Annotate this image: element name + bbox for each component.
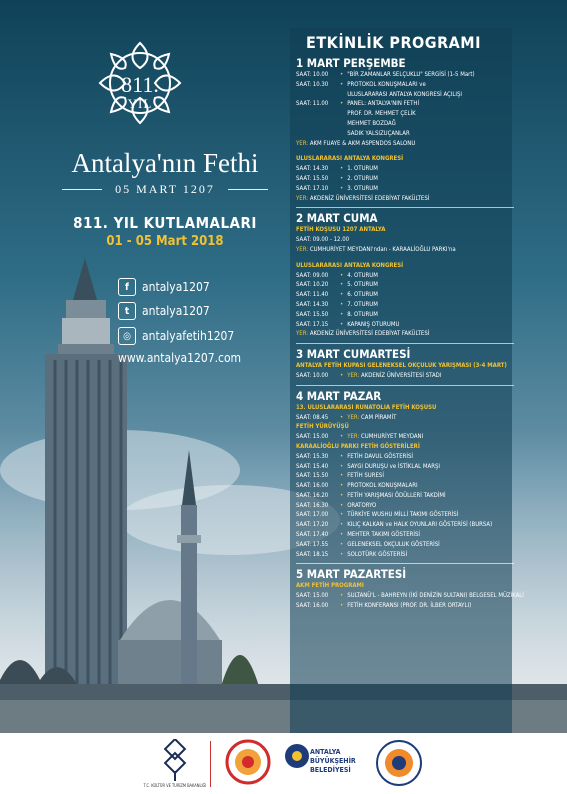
municipality-logo-icon bbox=[284, 743, 310, 781]
section-heading: ULUSLARARASI ANTALYA KONGRESİ bbox=[296, 261, 404, 269]
day-heading: 3 MART CUMARTESİ bbox=[296, 347, 411, 362]
divider bbox=[296, 563, 514, 564]
divider bbox=[296, 385, 514, 386]
day-heading: 5 MART PAZARTESİ bbox=[296, 567, 407, 582]
ministry-name: T.C. KÜLTÜR VE TURİZM BAKANLIĞI bbox=[143, 783, 207, 788]
program-line: SAAT: 14.30 • 7. OTURUM bbox=[296, 300, 378, 308]
program-venue: YER: AKM FUAYE & AKM ASPENDOS SALONU bbox=[296, 139, 416, 147]
program-line: SAAT: 10.00 • YER: AKDENİZ ÜNİVERSİTESİ STADI bbox=[296, 371, 442, 379]
left-branding bbox=[0, 0, 290, 733]
program-line: SAAT: 17.55 • GELENEKSEL OKÇULUK GÖSTERİSİ bbox=[296, 540, 440, 548]
program-line: PROF. DR. MEHMET ÇELİK bbox=[347, 110, 416, 118]
sponsor-footer bbox=[0, 733, 567, 794]
program-line: SADIK YALSIZUÇANLAR bbox=[347, 129, 410, 137]
program-line: SAAT: 16.00 • FETİH KONFERANSI (PROF. DR. İLBER ORTAYLI) bbox=[296, 602, 472, 610]
program-line: SAAT: 17.40 • MEHTER TAKIMI GÖSTERİSİ bbox=[296, 531, 421, 539]
program-line: SAAT: 11.40 • 6. OTURUM bbox=[296, 291, 378, 299]
municipality-name: ANTALYA BÜYÜKŞEHİR BELEDİYESİ bbox=[310, 748, 356, 774]
day-heading: 4 MART PAZAR bbox=[296, 388, 382, 403]
program-line: SAAT: 10.30 • PROTOKOL KONUŞMALARI ve bbox=[296, 80, 426, 88]
program-line: SAAT: 17.00 • TÜRKİYE WUSHU MİLLİ TAKIMI GÖSTERİSİ bbox=[296, 511, 459, 519]
conquest-date: 05 MART 1207 bbox=[115, 182, 215, 196]
program-line: SAAT: 09.00 • 4. OTURUM bbox=[296, 271, 378, 279]
program-line: SAAT: 18.15 • SOLOTÜRK GÖSTERİSİ bbox=[296, 550, 408, 558]
program-line: MEHMET BOZDAĞ bbox=[347, 119, 396, 127]
facebook-icon: f bbox=[118, 278, 136, 296]
day-heading: 1 MART PERŞEMBE bbox=[296, 56, 406, 70]
program-line: SAAT: 09.00 - 12.00 bbox=[296, 236, 350, 244]
section-heading: AKM FETİH PROGRAMI bbox=[296, 582, 364, 590]
program-line: SAAT: 16.20 • FETİH YARIŞMASI ÖDÜLLERİ TAKDİMİ bbox=[296, 491, 446, 499]
program-venue: YER: AKDENİZ ÜNİVERSİTESİ EDEBİYAT FAKÜLTESİ bbox=[296, 194, 430, 202]
divider bbox=[296, 207, 514, 208]
celebration-title: 811. YIL KUTLAMALARI bbox=[73, 214, 257, 232]
twitter-link[interactable] bbox=[118, 301, 210, 321]
instagram-icon: ◎ bbox=[118, 327, 136, 345]
program-line: SAAT: 17.20 • KILIÇ KALKAN ve HALK OYUNLARI GÖSTERİSİ (BURSA) bbox=[296, 521, 493, 529]
section-heading: FETİH YÜRÜYÜŞÜ bbox=[296, 423, 349, 431]
section-heading: ULUSLARARASI ANTALYA KONGRESİ bbox=[296, 155, 404, 163]
program-line: ULUSLARARASI ANTALYA KONGRESİ AÇILIŞI bbox=[347, 90, 463, 98]
facebook-handle: antalya1207 bbox=[142, 280, 210, 294]
website-link[interactable]: www.antalya1207.com bbox=[118, 351, 242, 365]
program-line: SAAT: 11.00 • PANEL: ANTALYA'NIN FETHİ bbox=[296, 100, 420, 108]
program-line: SAAT: 15.30 • FETİH DAVUL GÖSTERİSİ bbox=[296, 452, 414, 460]
program-line: SAAT: 16.30 • ORATORYO bbox=[296, 501, 377, 509]
section-heading: FETİH KOŞUSU 1207 ANTALYA bbox=[296, 226, 386, 234]
university-logo-icon bbox=[375, 739, 423, 787]
program-line: SAAT: 15.00 • YER: CUMHURİYET MEYDANI bbox=[296, 433, 424, 441]
emblem-number: 811. bbox=[121, 72, 159, 97]
section-heading: ANTALYA FETİH KUPASI GELENEKSEL OKÇULUK YARIŞMASI (3-4 MART) bbox=[296, 362, 507, 370]
program-title: ETKİNLİK PROGRAMI bbox=[306, 33, 481, 52]
instagram-handle: antalyafetih1207 bbox=[142, 329, 235, 343]
program-line: SAAT: 15.50 • 8. OTURUM bbox=[296, 310, 378, 318]
program-line: SAAT: 17.15 • KAPANIŞ OTURUMU bbox=[296, 320, 400, 328]
program-line: SAAT: 15.50 • FETİH SURESİ bbox=[296, 472, 384, 480]
celebration-dates: 01 - 05 Mart 2018 bbox=[106, 234, 224, 249]
section-heading: 13. ULUSLARARASI RUNATOLIA FETİH KOŞUSU bbox=[296, 403, 437, 411]
section-heading: KARAALİOĞLU PARKI FETİH GÖSTERİLERİ bbox=[296, 442, 420, 450]
program-line: SAAT: 10.20 • 5. OTURUM bbox=[296, 281, 378, 289]
main-title: Antalya'nın Fethi bbox=[71, 148, 259, 178]
program-venue: YER: CUMHURİYET MEYDANI'ndan - KARAALİOĞLU PARKI'na bbox=[296, 245, 456, 253]
program-line: SAAT: 17.10 • 3. OTURUM bbox=[296, 184, 378, 192]
divider bbox=[296, 343, 514, 344]
program-line: SAAT: 15.40 • SAYGI DURUŞU ve İSTİKLAL MARŞI bbox=[296, 462, 440, 470]
day-heading: 2 MART CUMA bbox=[296, 211, 378, 226]
instagram-link[interactable] bbox=[118, 326, 234, 346]
facebook-link[interactable] bbox=[118, 277, 210, 297]
program-line: SAAT: 08.45 • YER: CAM PİRAMİT bbox=[296, 413, 397, 421]
ministry-logo-icon bbox=[157, 739, 193, 783]
program-line: SAAT: 15.50 • 2. OTURUM bbox=[296, 174, 378, 182]
governorship-logo-icon bbox=[225, 739, 271, 785]
twitter-handle: antalya1207 bbox=[142, 304, 210, 318]
program-line: SAAT: 15.00 • SULTANÜ'L - BAHREYN (İKİ DENİZİN SULTANI) BELGESEL MÜZİKALİ bbox=[296, 592, 524, 600]
footer-divider bbox=[210, 741, 211, 787]
program-list bbox=[296, 55, 556, 611]
program-venue: YER: AKDENİZ ÜNİVERSİTESİ EDEBİYAT FAKÜLTESİ bbox=[296, 330, 430, 338]
program-line: SAAT: 16.00 • PROTOKOL KONUŞMALARI bbox=[296, 482, 418, 490]
program-line: SAAT: 10.00 • "BİR ZAMANLAR SELÇUKLU" SERGİSİ (1-5 Mart) bbox=[296, 71, 475, 78]
twitter-icon: t bbox=[118, 302, 136, 320]
emblem-suffix: YIL bbox=[127, 96, 153, 111]
program-line: SAAT: 14.30 • 1. OTURUM bbox=[296, 165, 378, 173]
